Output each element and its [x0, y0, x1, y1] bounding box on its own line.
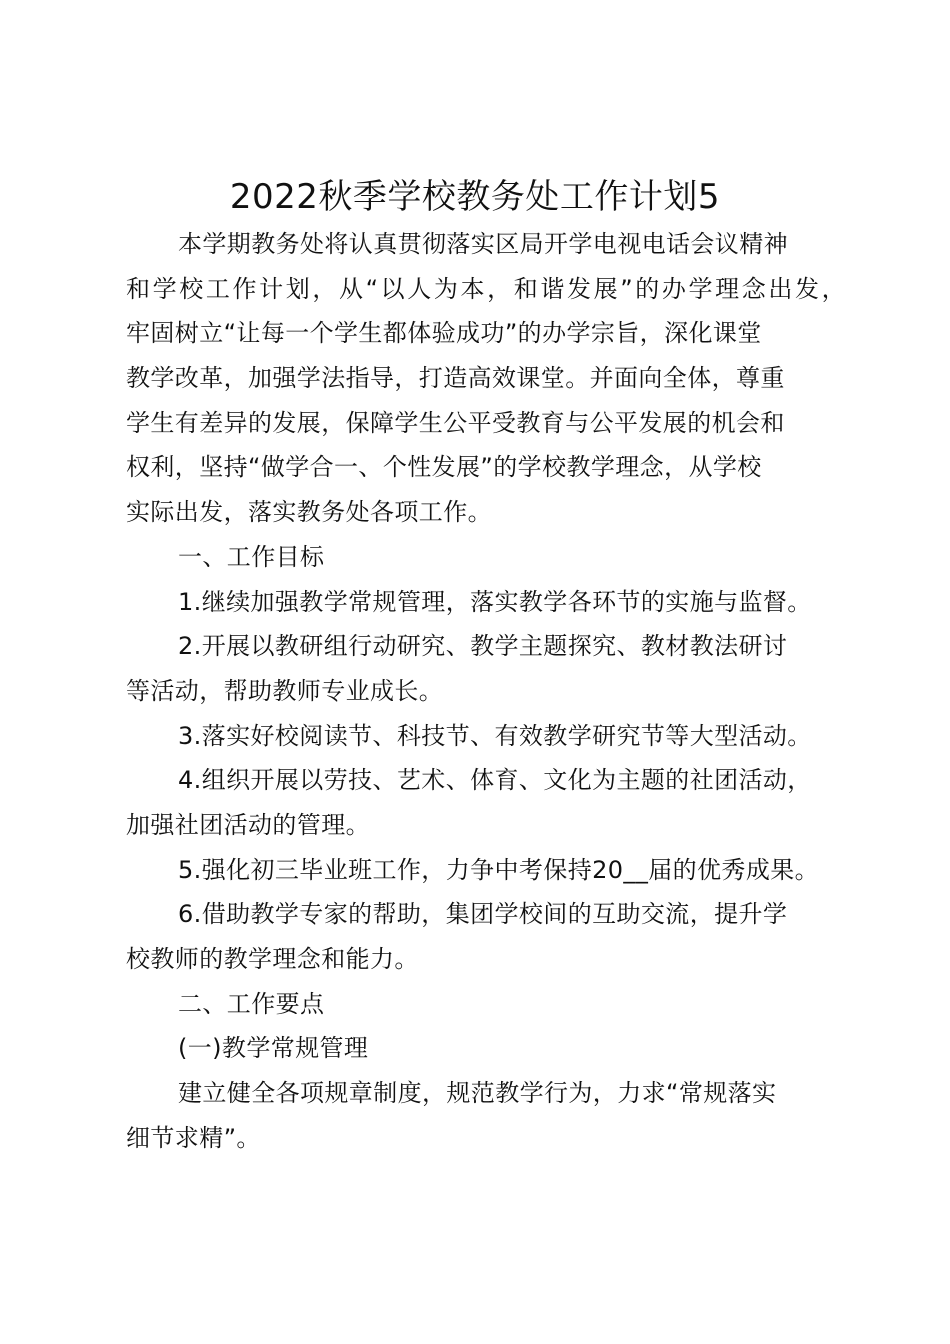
list-item: 3.落实好校阅读节、科技节、有效教学研究节等大型活动。 [178, 721, 812, 750]
section-heading: 一、工作目标 [178, 542, 325, 571]
list-item: 1.继续加强教学常规管理，落实教学各环节的实施与监督。 [178, 587, 812, 616]
section-heading: 二、工作要点 [178, 989, 325, 1018]
paragraph-line: 和学校工作计划，从“以人为本，和谐发展”的办学理念出发， [126, 274, 846, 303]
list-item: 2.开展以教研组行动研究、教学主题探究、教材教法研讨 [178, 632, 788, 661]
paragraph-line: 教学改革，加强学法指导，打造高效课堂。并面向全体，尊重 [126, 364, 785, 393]
list-item-continuation: 加强社团活动的管理。 [126, 810, 370, 839]
subsection-heading: (一)教学常规管理 [178, 1034, 369, 1063]
document-body [126, 222, 846, 1160]
list-item: 4.组织开展以劳技、艺术、体育、文化为主题的社团活动， [178, 766, 812, 795]
paragraph-line: 牢固树立“让每一个学生都体验成功”的办学宗旨，深化课堂 [126, 319, 762, 348]
paragraph-line: 建立健全各项规章制度，规范教学行为，力求“常规落实 [178, 1079, 777, 1108]
list-item: 5.强化初三毕业班工作，力争中考保持20__届的优秀成果。 [178, 855, 820, 884]
paragraph-line: 实际出发，落实教务处各项工作。 [126, 498, 492, 527]
paragraph-line: 细节求精”。 [126, 1123, 261, 1152]
paragraph-line: 权利，坚持“做学合一、个性发展”的学校教学理念，从学校 [126, 453, 762, 482]
paragraph-line: 本学期教务处将认真贯彻落实区局开学电视电话会议精神 [178, 230, 788, 258]
list-item: 6.借助教学专家的帮助，集团学校间的互助交流，提升学 [178, 900, 788, 929]
paragraph-line: 学生有差异的发展，保障学生公平受教育与公平发展的机会和 [126, 408, 785, 437]
list-item-continuation: 校教师的教学理念和能力。 [126, 945, 419, 973]
document-title: 2022秋季学校教务处工作计划5 [229, 177, 721, 217]
list-item-continuation: 等活动，帮助教师专业成长。 [126, 676, 444, 705]
